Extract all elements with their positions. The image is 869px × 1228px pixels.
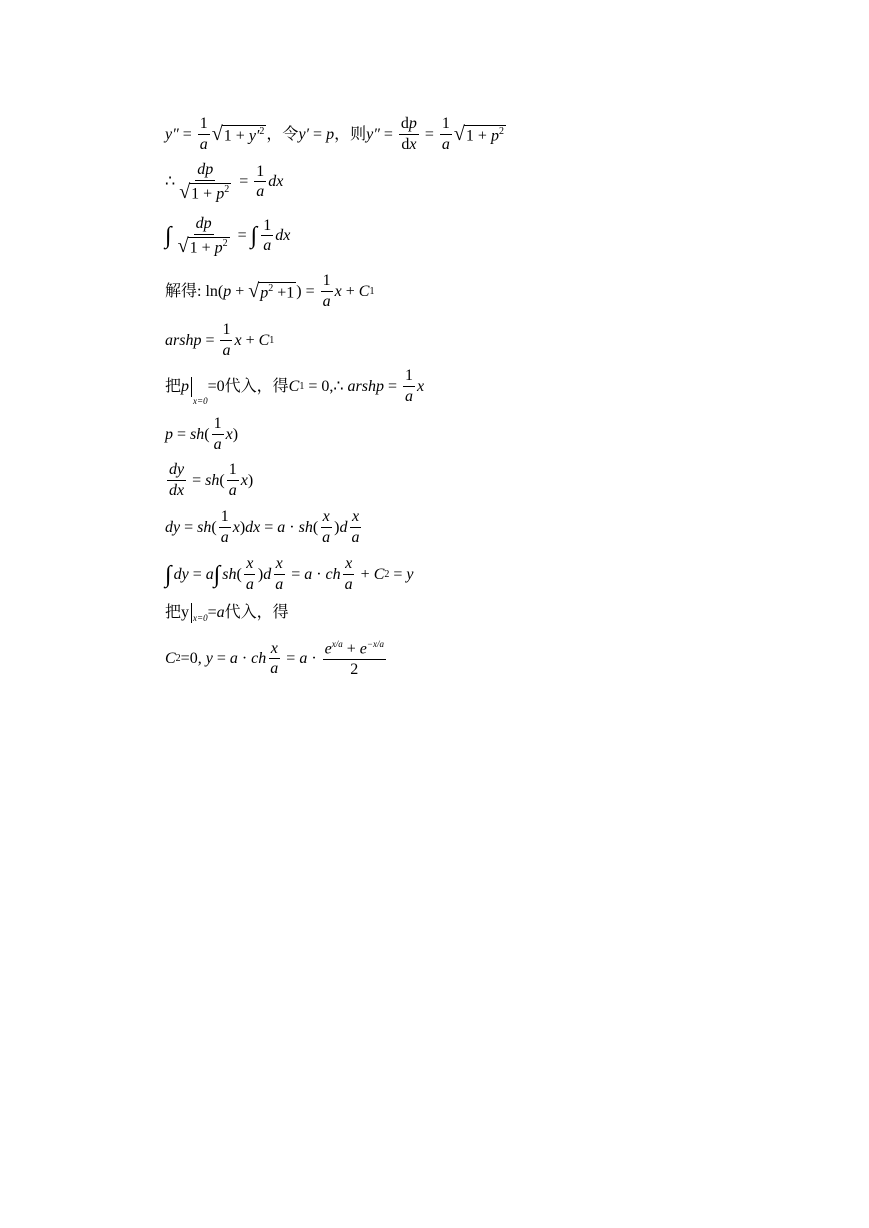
eq-line-1: y″ = $\frac{1}{a}$ √ $1 + y'^2$ ，令 y′ = p ，则 y″ = $\frac{dp}{dx}$ = $\frac{1}{a}$ √ $1 + p^2$ — [165, 115, 504, 153]
text-cn: 把 — [165, 377, 182, 395]
integral-sign: ∫ — [165, 561, 172, 588]
fraction: $\frac{dp}{dx}$ — [400, 115, 417, 153]
eq-line-3: ∫ dp √ $1 + p^2$ = ∫ $\frac{1}{a}$ dx — [165, 215, 291, 257]
sqrt: √ $1 + p^2$ — [453, 122, 504, 145]
therefore-symbol: ∴ — [165, 173, 176, 191]
fraction: $\frac{1}{a}$ — [405, 367, 414, 405]
eq-line-11: 把y x=0 = a 代入，得 — [165, 604, 289, 623]
integral-sign: ∫ — [250, 223, 258, 250]
fraction: dp √ $1 + p^2$ — [177, 215, 228, 257]
eq-line-2: ∴ dp √ $1 + p^2$ = $\frac{1}{a}$ dx — [165, 161, 284, 203]
integral-sign: ∫ — [213, 561, 221, 588]
eq-line-12: C 2 =0, y = a · ch $\frac{x}{a}$ = a · $\frac{e^{x/a} + e^{-x/a}}{2}$ — [165, 639, 384, 679]
fraction: $\frac{1}{a}$ — [263, 216, 272, 255]
math-text: y″ — [165, 125, 179, 143]
sqrt: √ $p^2 +1$ — [248, 279, 295, 302]
fraction: $\frac{1}{a}$ — [222, 321, 231, 359]
eq-line-9: dy = sh ( $\frac{1}{a}$ x ) dx = a · sh ( $\frac{x}{a}$ ) d $\frac{x}{a}$ — [165, 508, 360, 546]
fraction: $\frac{1}{a}$ — [213, 415, 222, 453]
eq-line-4: 解得 : ln( p + √ $p^2 +1$ ) = $\frac{1}{a}$ x + C 1 — [165, 272, 375, 310]
fraction: $\frac{1}{a}$ — [199, 115, 208, 153]
text-cn: 代入，得 — [224, 604, 289, 621]
fraction: $\frac{x}{a}$ — [245, 555, 254, 593]
fraction: $\frac{e^{x/a} + e^{-x/a}}{2}$ — [324, 639, 384, 679]
fraction: $\frac{x}{a}$ — [270, 639, 279, 678]
fraction: $\frac{1}{a}$ — [441, 115, 450, 153]
text-cn: 把y — [165, 604, 190, 621]
eq-line-8: $\frac{dy}{dx}$ = sh ( $\frac{1}{a}$ x ) — [169, 461, 254, 499]
integral-sign: ∫ — [165, 223, 172, 250]
eq-line-6: 把 p x=0 =0 代入，得 C 1 = 0,∴ arshp = $\frac{1}{a}$ x — [165, 367, 425, 406]
fraction: $\frac{1}{a}$ — [256, 162, 265, 201]
text-cn: ，令 — [266, 125, 299, 143]
text-cn: 解得 — [165, 282, 198, 300]
sqrt: √ $1 + y'^2$ — [211, 122, 265, 145]
fraction: $\frac{1}{a}$ — [228, 461, 237, 499]
fraction: $\frac{x}{a}$ — [344, 555, 353, 593]
fraction: $\frac{1}{a}$ — [220, 508, 229, 546]
fraction: $\frac{1}{a}$ — [322, 272, 331, 310]
eq-line-7: p = sh ( $\frac{1}{a}$ x ) — [165, 415, 239, 453]
eq-line-5: arshp = $\frac{1}{a}$ x + C 1 — [165, 321, 275, 359]
fraction: $\frac{x}{a}$ — [351, 508, 360, 546]
fraction: $\frac{x}{a}$ — [322, 508, 331, 546]
eq-line-10: ∫ dy = a ∫ sh ( $\frac{x}{a}$ ) d $\frac{x}{a}$ = a · ch $\frac{x}{a}$ + C 2 = y — [165, 555, 414, 593]
text-cn: ，则 — [334, 125, 367, 143]
fraction: $\frac{dy}{dx}$ — [169, 461, 185, 499]
text-cn: 代入，得 — [224, 377, 289, 395]
fraction: $\frac{x}{a}$ — [275, 555, 284, 593]
fraction: dp √ $1 + p^2$ — [179, 161, 230, 203]
